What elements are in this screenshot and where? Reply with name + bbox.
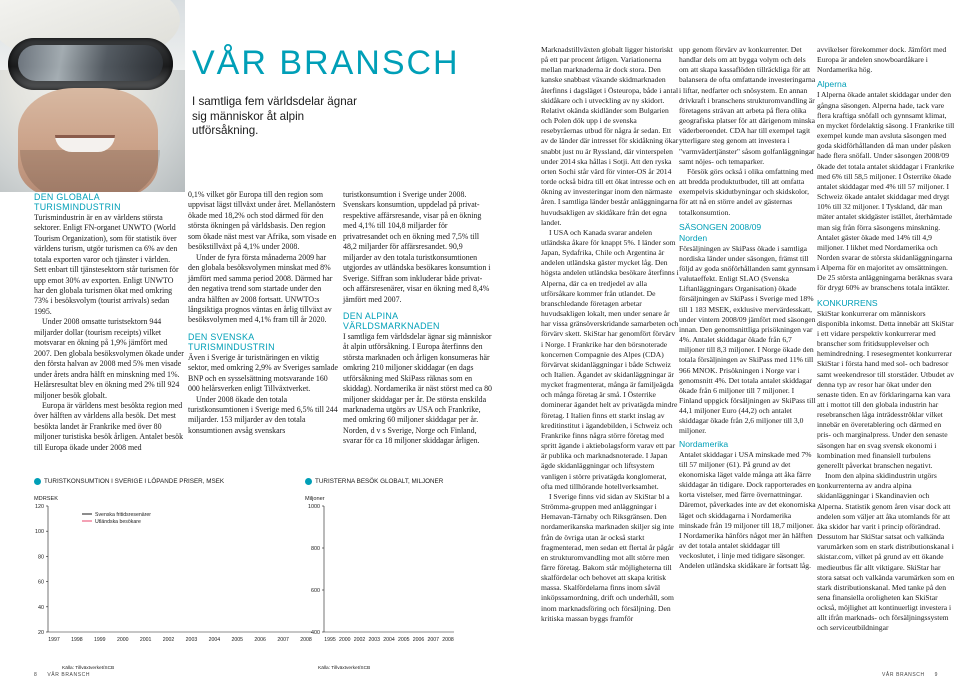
subheading-north-america: Nordamerika: [679, 438, 729, 449]
paragraph: avvikelser förekommer dock. Jämfört med Europa är andelen snowboardåkare i Nordamerika hög.: [817, 45, 947, 75]
chart2-title: TURISTERNA BESÖK GLOBALT, MILJONER: [305, 478, 443, 485]
paragraph: 0,1% vilket gör Europa till den region som uppvisat lägst tillväxt under året. Mellanöstern ökade med 18,2% och stod därmed för den största ökningen på världsbasis. Den region som ökade näst mest var Afrika, som visade en besökstillväxt på 4,1% under 2008.: [188, 190, 337, 252]
x-tick-label: 1999: [94, 637, 106, 643]
chart2-plot: [302, 500, 462, 650]
subheading-nordic: Norden: [679, 232, 708, 243]
x-tick-label: 2005: [231, 637, 244, 643]
x-tick-label: 2004: [208, 637, 221, 643]
paragraph: Under 2008 omsatte turistsektorn 944 miljarder dollar (tourism receipts) vilket motsvarar en ökning på 1,9% jämfört med 2007. Den globala besöksvolymen ökade under den första halvan av 2008 med 5% men visade under årets andra hälft en minskning med 1%. Helårsresultat blev en ökning med 2% till 924 miljoner besök globalt.: [34, 317, 184, 400]
legend-label: Utländska besökare: [95, 519, 141, 525]
x-tick-label: 2002: [353, 637, 366, 643]
y-tick-label: 80: [38, 554, 44, 561]
x-tick-label: 2008: [442, 637, 454, 643]
paragraph: Under 2008 ökade den totala turistkonsumtionen i Sverige med 6,5% till 244 miljarder. 153 miljarder av den totala konsumtionen avsåg svenskars: [188, 394, 338, 435]
y-tick-label: 100: [35, 529, 44, 536]
footer-right: [882, 672, 938, 678]
footer-left: [34, 672, 90, 678]
chart1-plot: [30, 500, 320, 650]
y-tick-label: 600: [311, 588, 320, 594]
x-tick-label: 2002: [162, 637, 175, 643]
paragraph: Försök görs också i olika omfattning med att bredda produktutbudet, till att omfatta exempelvis skidutbyningar och skidskolor, för att nå en större andel av gästernas totalkonsumtion.: [679, 166, 814, 217]
paragraph: turistkonsumtion i Sverige under 2008. Svenskars konsumtion, uppdelad på privat- respektive affärsresande, visar på en ökning med 4,1% till 104,8 miljarder för privatresandet och en ökning med 7,5% till 48,2 miljarder för affärsresandet. 90,9 miljarder av den totala turistkonsumtionen utgjordes av utländska besökares konsumtion i Sverige. Siffran som inkluderar både privat- och affärsresenärer, visar en ökning med 8,4% jämfört med 2007.: [343, 190, 491, 304]
page-title: VÅR BRANSCH: [192, 44, 460, 82]
x-tick-label: 2003: [185, 637, 198, 643]
heading-global-tourism: DEN GLOBALA TURISMINDUSTRIN: [34, 192, 121, 213]
chart2-source: Källa: Tillväxtverket/SCB: [318, 666, 371, 671]
paragraph: Under de fyra första månaderna 2009 har den globala besöksvolymen minskat med 8% jämfört med samma period 2008. Därmed har den negativa trend som startade under den andra hälften av 2008 fortsatt. UNWTO:s långsiktiga prognos väntas en årlig tillväxt av besöksvolymen med 4,1% fram till år 2020.: [188, 252, 333, 325]
heading-competition: KONKURRENS: [817, 297, 878, 308]
x-tick-label: 2005: [397, 637, 410, 643]
bullet-dot-icon: [34, 478, 41, 485]
column-3: [343, 190, 493, 447]
heading-season: SÄSONGEN 2008/09: [679, 221, 762, 232]
paragraph: SkiStar konkurrerar om människors disponibla inkomst. Detta innebär att SkiStar i ett vidare perspektiv konkurrerar med branscher som fritidsupplevelser och hemindredning. I resesegmentet konkurrerar SkiStar i första hand med sol- och badresor samt weekendresor till storstäder. Utbudet av denna typ av resor har ökat under den senaste tiden. En av förklaringarna kan vara att i mottot till den globala industrin har resebranschen låga inträdesströklar vilket innebär en överetablering och därmed en pris- och marginalpress. Under den senaste säsongen har en svag svensk ekonomi i kombination med finansiell turbulens generellt påverkat branschen negativt.: [817, 308, 955, 470]
footer-section-label: VÅR BRANSCH: [47, 672, 91, 678]
paragraph: I samtliga fem världsdelar ägnar sig människor åt alpin utförsåkning. I Europa återfinns den största marknaden och årligen konsumeras här omkring 210 miljoner skiddagar (en dags utförsåkning med SkiPass räknas som en skiddag). Nordamerika är näst störst med ca 80 miljoner skiddagar per år. De största enskilda marknaderna utgörs av USA och Frankrike, med omkring 60 miljoner skiddagar per år. Norden, d v s Sverige, Norge och Finland, svarar för ca 18 miljoner skiddagar årligen.: [343, 331, 493, 446]
chart2-unit-label: Miljoner: [305, 496, 325, 502]
y-tick-label: 120: [35, 504, 44, 510]
column-4: [541, 45, 679, 624]
x-tick-label: 1998: [71, 637, 83, 643]
column-5: [679, 45, 817, 572]
paragraph: Turismindustrin är en av världens största sektorer. Enligt FN-organet UNWTO (World Tourism Organization), som för statistik över världens turism, utgör turismen ca 6% av den totala exporten varor och tjänster i världen. Sett enbart till tjänstesektorn står turismen för upp emot 30% av exporten. Enligt UNWTO har den globala turismen ökat med omkring 73% i besöksvolym (tourist arrivals) sedan 1995.: [34, 212, 179, 316]
paragraph: Inom den alpina skidindustrin utgörs konkurrenterna av andra alpina skidanläggningar i Skandinavien och Alperna. Statistik genom åren visar dock att andelen som väljer att åka utomlands för att åka skidor har varit i princip oförändrad. Dessutom har SkiStar satsat och valkända varumärken som en stark distributionskanal i skistar.com, vilket på grund av ett ökande medieutbus får allt viktigare. SkiStar har stora satsat och valkända varumärken som en stark distributionskanal. Med tanke på den sena finansiella oroligheten kan SkiStar också, möjlighet att kontinuerligt investera i allt ifrån marknads- och försäljningssystem och serviceutbildningar: [817, 471, 955, 633]
bullet-dot-icon: [305, 478, 312, 485]
x-tick-label: 2001: [139, 637, 152, 643]
paragraph: Marknadstillväxten globalt ligger historiskt på ett par procent årligen. Variationerna mellan marknaderna är dock stora. Den kanske snabbast växande skidmarknaden återfinns i dagsläget i Östeuropa, både i antal skidåkare och i utveckling av ny skidort. Relativt okända skidländer som Bulgarien och Polen dök upp i de svenska resebyråernas utbud för några år sedan. Ett av de länder där intresset för skidåkning ökar snabbt just nu är Ryssland, där vinterspelen under 2014 ska hållas i Sotji. Att den ryska orten Sochi står värd för vinter-OS år 2014 torde också bidra till ett ökat intresse och en ökning av investeringar inom den närmaste åren. I samtliga länder består anläggningarna huvudsakligen av skidåkare från det egna landet.: [541, 45, 679, 227]
paragraph: Även i Sverige är turistnäringen en viktig sektor, med omkring 2,9% av Sveriges samlade BNP och en sysselsättning motsvarande 160 000 helårsverken enligt Tillväxtverket.: [188, 352, 339, 394]
column-6: [817, 45, 955, 634]
skier-photo: [0, 0, 185, 192]
heading-alpine-market: DEN ALPINA VÄRLDSMARKNADEN: [343, 310, 440, 332]
page-subtitle: I samtliga fem världsdelar ägnar sig människor åt alpin utförsåkning.: [192, 95, 357, 137]
y-tick-label: 1000: [308, 504, 320, 510]
y-tick-label: 800: [311, 546, 320, 552]
paragraph: Försäljningen av SkiPass ökade i samtliga nordiska länder under säsongen, främst till följd av goda snöförhållanden samt gynnsam valutaeffekt. Enligt SLAO (Svenska Liftanläggningars Organisation) ökade försäljningen av SkiPass i Sverige med 18% till 1 183 MSEK, exklusive mervärdesskatt, under vintern 2008/09 jämfört med säsongen innan. Den genomsnittliga prisökningen var 4%. Antalet skiddagar ökade från 6,7 miljoner till 8,3 miljoner. I Norge ökade den totala försäljningen av SkiPass med 11% till 966 MNOK. Prisökningen i Norge var i genomsnitt 4%. Det totala antalet skiddagar ökade från 6 miljoner till 7 miljoner. I Finland uppgick försäljningen av SkiPass till 44,1 miljoner Euro (44,2) och antalet skiddagar ökade från 2,6 miljoner till 3,0 miljoner.: [679, 243, 816, 436]
x-tick-label: 2000: [116, 637, 129, 643]
paragraph: Europa är världens mest besökta region med över hälften av världens alla besök. Det mest besökta landet är Frankrike med över 80 miljoner turistiska besök årligen. Antalet besök till Europa ökade under 2008 med: [34, 400, 184, 452]
footer-section-label: VÅR BRANSCH: [882, 672, 925, 678]
x-tick-label: 2006: [412, 637, 425, 643]
page-number: 9: [934, 672, 939, 678]
x-tick-label: 2003: [368, 637, 381, 643]
x-tick-label: 1997: [48, 637, 60, 643]
chart1-source: Källa: Tillväxtverket/SCB: [62, 666, 115, 671]
y-tick-label: 60: [38, 579, 44, 586]
paragraph: Antalet skiddagar i USA minskade med 7% till 57 miljoner (61). På grund av det ekonomiska läget valde många att åka färre skiddagar än tidigare. Dock rapporterades en korta vistelser, med färre övernattningar. Däremot, påverkades inte av det ekonomiska läget och skiddagarna i Nordamerika minskade från 19 miljoner till 18,7 miljoner. I Nordamerika hänförs något mer än hälften av det totala antalet skiddagar till veckoslutet, i linje med tidigare säsonger. Andelen utländska skidåkare är fortsatt låg.: [679, 449, 816, 571]
x-tick-label: 1995: [324, 637, 336, 643]
column-1: [34, 192, 184, 453]
x-tick-label: 2008: [300, 637, 312, 643]
x-tick-label: 2000: [338, 637, 351, 643]
heading-swedish-tourism: DEN SVENSKA TURISMINDUSTRIN: [188, 331, 275, 353]
page-number: 8: [34, 672, 38, 678]
x-tick-label: 2006: [254, 637, 266, 643]
chart1-unit-label: MDRSEK: [34, 496, 58, 502]
y-tick-label: 400: [311, 630, 320, 636]
legend-label: Svenska fritidsresenärer: [95, 512, 151, 518]
x-tick-label: 2004: [383, 637, 395, 643]
paragraph: I Alperna ökade antalet skiddagar under den gångna säsongen. Alperna hade, tack vare flera kraftiga snöfall och gynnsamt klimat, en mycket fördelaktig säsong. I Frankrike till exempel kunde man avsluta säsongen med goda skidförhållanden då man under påsken hade flera snöfall. Under säsongen 2008/09 ökade det totala antalet skiddagar i Frankrike med 6% till 58,5 miljoner. I Österrike ökade antalet skiddagar med 4% till 57 miljoner. I Schweiz ökade antalet skiddagar med drygt 10% till 32 miljoner. I Tyskland, där man mäter antalet skidgäster istället, återhämtade man sig från förra säsongens minskning. Antalet gäster ökade med 14% till 4,9 miljoner. I likhet med Nordamerika och Norden svarar de största skidanläggningarna i Alperna för en majoritet av omsättningen. De 25 största anläggningarna beräknas svara för drygt 60% av branschens totala intäkter.: [817, 90, 955, 293]
paragraph: upp genom förvärv av konkurrenter. Det handlar dels om att bygga volym och dels om att skapa kassaflöden tillräckliga för att balansera de ofta omfattande investeringarna i liftar, nedfarter och snösystem. En annan drivkraft i branschens strukturomvandling är företagens strävan att arbeta på flera olika geografiska platser för att därigenom minska väderberoendet. CDA har till exempel tagit ytterligare steg genom att investera i "varmvädertjänster" såsom golfanläggningar samt nöjes- och temaparker.: [679, 45, 816, 166]
subheading-alps: Alperna: [817, 79, 847, 90]
paragraph: I USA och Kanada svarar andelen utländska åkare för knappt 5%. I länder som Japan, Sydafrika, Chile och Argentina är andelen utländska gäster mycket låg. Den högsta andelen utländska besökare återfinns i Alperna, där ca en tredjedel av alla utförsåkare kommer från utlandet. De branschledande företagen arbetar huvudsakligen lokalt, men under senare år har vissa gränsöverskridande samarbeten och förvärv skett. SkiStar har genomfört förvärv i Norge. I Frankrike har den börsnoterade koncernen Compagnie des Alpes (CDA) förvärvat skidanläggningar i både Schweiz och Italien. Ägandet av skidanläggningar är mycket fragmenterat, många är familjeägda och många företag är små. I Österrike dominerar ägandet helt av privatägda mindre företag. I Italien finns ett starkt inslag av kreditinstitut i ägandebilden, i Schweiz och Frankrike finns några större företag med spritt ägande i aktiebolagsform varav ett par är publika och marknadsnoterade. I Japan ägde skidanläggningar och liftsystem vanligen i större privatägda konglomerat, ofta med tillhörande hotellverksamhet.: [541, 227, 679, 491]
chart1-title: TURISTKONSUMTION I SVERIGE I LÖPANDE PRISER, MSEK: [34, 478, 224, 485]
column-2: [188, 190, 338, 436]
paragraph: I Sverige finns vid sidan av SkiStar bl a Strömma-gruppen med anläggningar i Hemavan-Tärnaby och Riksgränsen. Den nordamerikanska marknaden skiljer sig inte från de övriga utan är också starkt fragmenterad, men sedan ett flertal år pågår en strukturomvandling mot allt större men färre företag. Bakom står möjligheterna till skalfördelar och behovet att skapa kritisk massa. Skalfördelarna finns inom såväl inköpssamordning, drift och underhåll, som inom marknadsföring och försäljning. Den kritiska massan byggs framför: [541, 491, 674, 623]
x-tick-label: 2007: [277, 637, 289, 643]
y-tick-label: 40: [38, 604, 44, 611]
x-tick-label: 2007: [427, 637, 440, 643]
y-tick-label: 20: [38, 630, 44, 636]
